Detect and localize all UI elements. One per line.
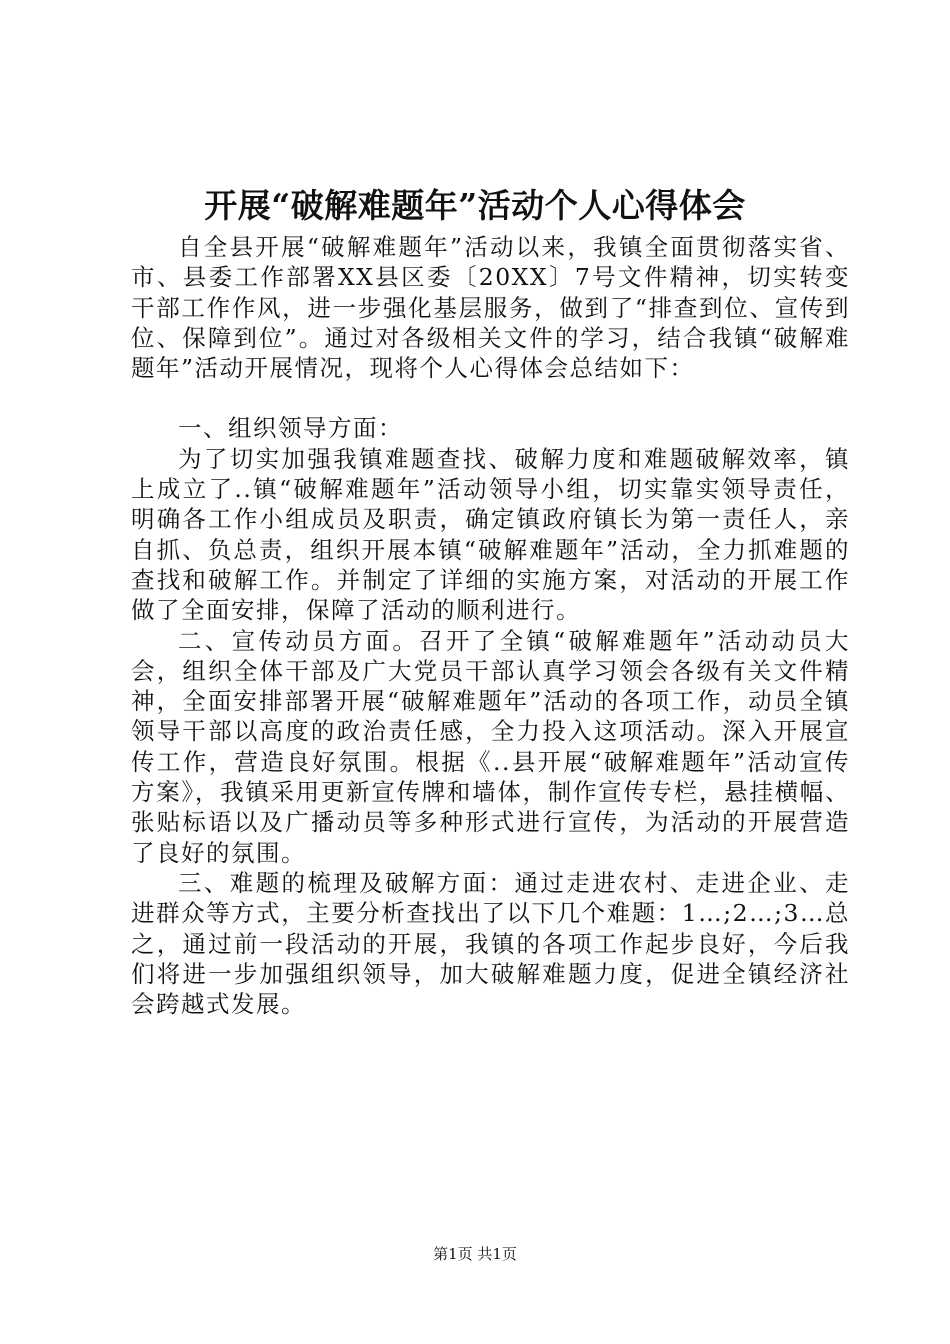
- section2-paragraph: 二、宣传动员方面。召开了全镇“破解难题年”活动动员大会，组织全体干部及广大党员干部认真学习领会各级有关文件精神，全面安排部署开展“破解难题年”活动的各项工作，动员全镇领导干部以高度的政治责任感，全力投入这项活动。深入开展宣传工作，营造良好氛围。根据《..县开展“破解难题年”活动宣传方案》，我镇采用更新宣传牌和墙体，制作宣传专栏，悬挂横幅、张贴标语以及广播动员等多种形式进行宣传，为活动的开展营造了良好的氛围。: [131, 626, 850, 867]
- section3-paragraph: 三、难题的梳理及破解方面：通过走进农村、走进企业、走进群众等方式，主要分析查找出了以下几个难题：1…;2…;3…总之，通过前一段活动的开展，我镇的各项工作起步良好，今后我们将进一步加强组织领导，加大破解难题力度，促进全镇经济社会跨越式发展。: [131, 868, 850, 1019]
- page-footer: 第1页 共1页: [433, 1245, 517, 1263]
- section1-paragraph: 为了切实加强我镇难题查找、破解力度和难题破解效率，镇上成立了..镇“破解难题年”活动领导小组，切实靠实领导责任，明确各工作小组成员及职责，确定镇政府镇长为第一责任人，亲自抓、负总责，组织开展本镇“破解难题年”活动，全力抓难题的查找和破解工作。并制定了详细的实施方案，对活动的开展工作做了全面安排，保障了活动的顺利进行。: [131, 444, 850, 625]
- document-title: 开展“破解难题年”活动个人心得体会: [204, 186, 746, 225]
- paragraph-gap: [131, 383, 850, 413]
- section1-heading: 一、组织领导方面：: [178, 414, 403, 443]
- intro-paragraph: 自全县开展“破解难题年”活动以来，我镇全面贯彻落实省、市、县委工作部署XX县区委〔20XX〕7号文件精神，切实转变干部工作作风，进一步强化基层服务，做到了“排查到位、宣传到位、保障到位”。通过对各级相关文件的学习，结合我镇“破解难题年”活动开展情况，现将个人心得体会总结如下：: [131, 233, 850, 383]
- document-body: [131, 232, 850, 1019]
